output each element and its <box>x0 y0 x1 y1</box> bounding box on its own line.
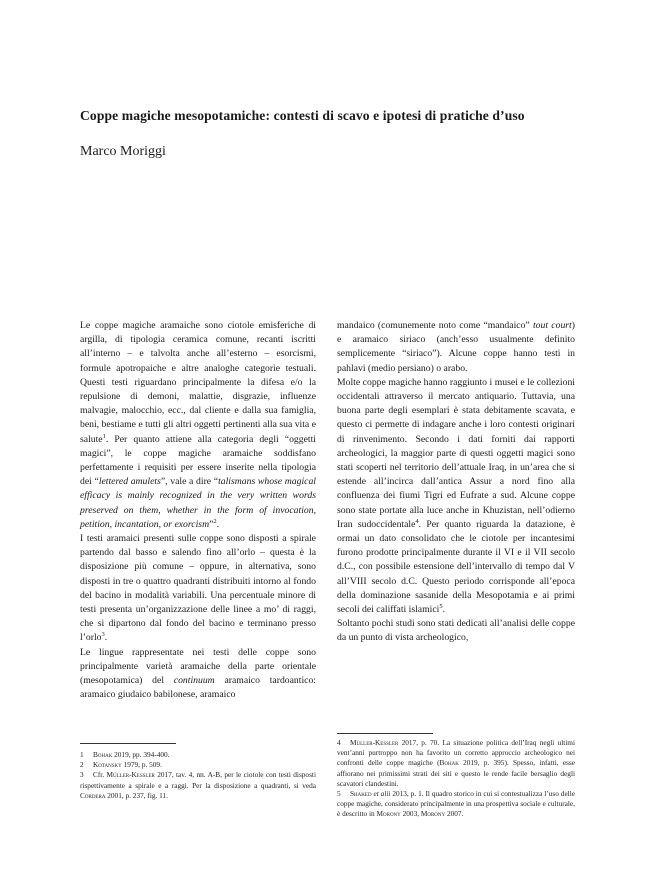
footnote: 3 Cfr. Müller-Kessler 2017, tav. 4, nn. A-B, per le ciotole con testi disposti rispettivamente a spirale e a raggi. Per la disposizione a quadranti, si veda Cordera 2001, p. 237, fig. 11. <box>80 770 316 800</box>
footnote-ref[interactable]: 4 <box>415 517 419 525</box>
footnote-ref[interactable]: 1 <box>102 432 106 440</box>
footnotes-right <box>337 738 575 820</box>
footnote: 4 Müller-Kessler 2017, p. 70. La situazione politica dell’Iraq negli ultimi vent’anni purtroppo non ha favorito un corretto approccio archeologico nei confronti delle coppe magiche (Bohak 2019, p. 395). Spesso, infatti, esse affiorano nei primissimi strati dei siti e questo le rende facile bersaglio degli scavatori clandestini. <box>337 738 575 788</box>
footnote: 1 Bohak 2019, pp. 394-400. <box>80 750 170 759</box>
footnote-ref[interactable]: 3 <box>101 631 105 639</box>
footnote-ref[interactable]: 5 <box>439 602 443 610</box>
footnote: 5 Shaked et alii 2013, p. 1. Il quadro storico in cui si contestualizza l’uso delle coppe magiche, considerato principalmente in una prospettiva sociale e culturale, è descritto in Morony 2003, Morony 2007. <box>337 789 575 819</box>
footnote-rule <box>337 733 433 734</box>
footnote-rule <box>80 743 176 744</box>
paragraph: Le coppe magiche aramaiche sono ciotole emisferiche di argilla, di tipologia ceramica comune, recanti iscritti all’interno – e talvolta anche all’esterno – esorcismi, formule apotropaiche e altre analoghe categorie testuali. Questi testi riguardano principalmente la difesa e/o la repulsione di demoni, malattie, disgrazie, influenze malvagie, malocchio, ecc., dal cliente e dalla sua famiglia, beni, bestiame e tutti gli altri oggetti pertinenti alla sua vita e salute$^1$. Per quanto attiene alla categoria degli “oggetti magici”, le coppe magiche aramaiche soddisfano perfettamente i requisiti per essere inserite nella tipologia dei “lettered amulets”, vale a dire “talismans whose magical efficacy is mainly recognized in the very written words preserved on them, whether in the form of invocation, petition, incantation, or exorcism”$^2$. <box>80 320 316 530</box>
paragraph: Le lingue rappresentate nei testi delle coppe sono principalmente varietà aramaiche della parte orientale (mesopotamica) del continuum aramaico tardoantico: aramaico giudaico babilonese, aramaico <box>80 646 316 701</box>
footnotes-left <box>80 750 316 801</box>
footnote-ref[interactable]: 2 <box>213 517 217 525</box>
left-column <box>80 319 316 702</box>
paragraph: I testi aramaici presenti sulle coppe sono disposti a spirale partendo dal basso e salendo fino all’orlo – questa è la disposizione più comune – oppure, in alternativa, sono disposti in tre o quattro quadranti distribuiti intorno al fondo del bacino in modalità variabili. Una percentuale minore di testi presenta un’organizzazione delle linee a mo’ di raggi, che si dipartono dal fondo del bacino e terminano presso l’orlo$^3$. <box>80 533 316 644</box>
paragraph: mandaico (comunemente noto come “mandaico” tout court) e aramaico siriaco (anch’esso usualmente definito semplicemente “siriaco”). Alcune coppe hanno testi in pahlavi (medio persiano) o arabo. <box>337 320 575 374</box>
article-title: Coppe magiche mesopotamiche: contesti di scavo e ipotesi di pratiche d’uso <box>80 108 525 123</box>
article-author: Marco Moriggi <box>80 144 166 159</box>
paragraph: Soltanto pochi studi sono stati dedicati all’analisi delle coppe da un punto di vista archeologico, <box>337 618 575 644</box>
right-column <box>337 319 575 646</box>
footnote: 2 Kotansky 1979, p. 509. <box>80 760 162 770</box>
paragraph: Molte coppe magiche hanno raggiunto i musei e le collezioni occidentali attraverso il mercato antiquario. Tuttavia, una buona parte degli esemplari è stata debitamente scavata, e questo ci permette di indagare anche i loro contesti originari di rinvenimento. Secondo i dati forniti dai rapporti archeologici, la maggior parte di questi oggetti magici sono stati scoperti nel territorio dell’attuale Iraq, in un’area che si estende all’incirca dall’antica Assur a nord fino alla confluenza dei fiumi Tigri ed Eufrate a sud. Alcune coppe sono state portate alla luce anche in Khuzistan, nell’odierno Iran sudoccidentale$^4$. Per quanto riguarda la datazione, è ormai un dato consolidato che le ciotole per incantesimi furono prodotte principalmente durante il VI e il VII secolo d.C., con possibile estensione dell’intervallo di tempo dal V all’VIII secolo d.C. Questo periodo corrisponde all’epoca della dominazione sasanide della Mesopotamia e ai primi secoli dei califfati islamici$^5$. <box>337 376 575 616</box>
